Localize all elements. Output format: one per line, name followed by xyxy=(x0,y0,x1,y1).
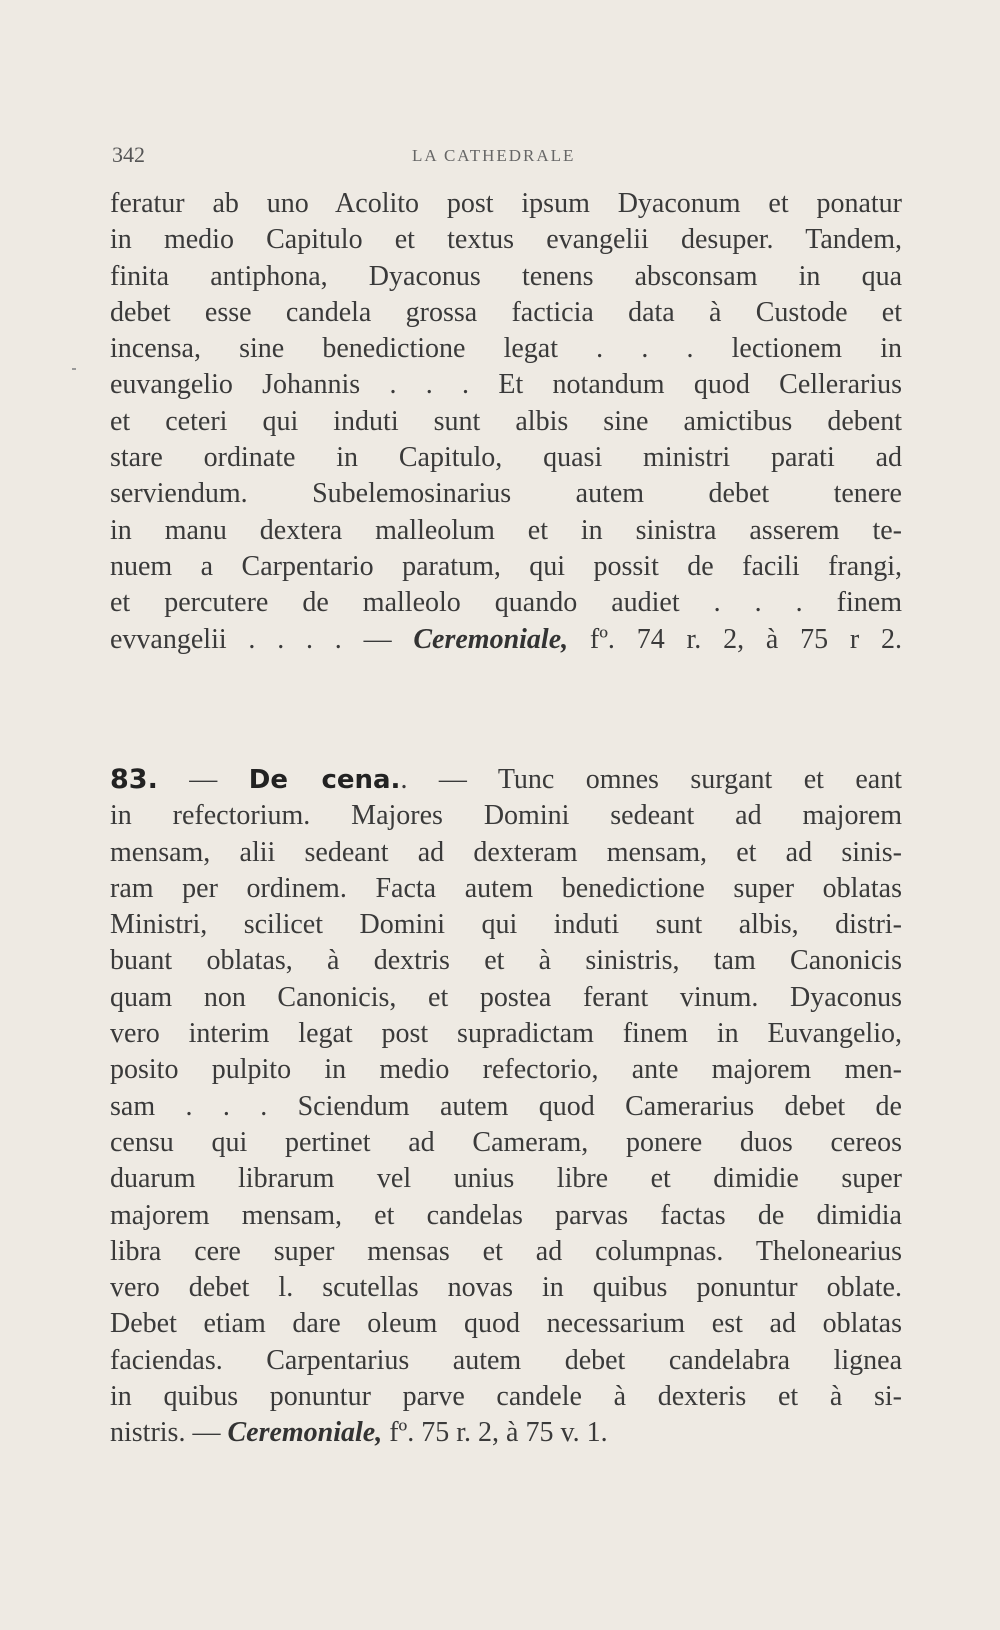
citation-folio: fº. 75 r. 2, à 75 v. 1. xyxy=(382,1417,608,1449)
citation-line xyxy=(110,1415,902,1451)
text-line: sam . . . Sciendum autem quod Camerarius debet de xyxy=(110,1090,902,1122)
running-head xyxy=(112,142,900,172)
text-line: buant oblatas, à dextris et à sinistris, tam Canonicis xyxy=(110,945,902,977)
text-line: stare ordinate in Capitulo, quasi ministri parati ad xyxy=(110,442,902,474)
text-line: serviendum. Subelemosinarius autem debet tenere xyxy=(110,478,902,510)
text-line: vero debet l. scutellas novas in quibus ponuntur oblate. xyxy=(110,1272,902,1304)
section-dash: — xyxy=(157,764,249,795)
section-first-line: . — Tunc omnes surgant et eant xyxy=(400,764,903,795)
text-line: incensa, sine benedictione legat . . . lectionem in xyxy=(110,333,902,365)
text-line: nuem a Carpentario paratum, qui possit de facili frangi, xyxy=(110,550,902,582)
text-line: posito pulpito in medio refectorio, ante majorem men- xyxy=(110,1054,902,1086)
text-line: vero interim legat post supradictam finem in Euvangelio, xyxy=(110,1018,902,1050)
text-line: et ceteri qui induti sunt albis sine amictibus debent xyxy=(110,405,902,437)
text-line: duarum librarum vel unius libre et dimidie super xyxy=(110,1163,902,1195)
text-line: in manu dextera malleolum et in sinistra asserem te- xyxy=(110,514,902,546)
text-line: in medio Capitulo et textus evangelii desuper. Tandem, xyxy=(110,224,902,256)
citation-source: Ceremoniale, xyxy=(413,623,569,655)
text-line: Ministri, scilicet Domini qui induti sunt albis, distri- xyxy=(110,909,902,941)
citation-source: Ceremoniale, xyxy=(227,1417,383,1449)
section-heading-line xyxy=(110,762,902,798)
section-number: 83. xyxy=(110,764,158,795)
text-line: in refectorium. Majores Domini sedeant ad majorem xyxy=(110,800,902,832)
text-line: censu qui pertinet ad Cameram, ponere duos cereos xyxy=(110,1126,902,1158)
page-number: 342 xyxy=(112,142,145,167)
citation-lead: nistris. — xyxy=(110,1417,228,1449)
text-line: ram per ordinem. Facta autem benedictione super oblatas xyxy=(110,872,902,904)
text-line: quam non Canonicis, et postea ferant vinum. Dyaconus xyxy=(110,981,902,1013)
text-line: libra cere super mensas et ad columpnas. Thelonearius xyxy=(110,1235,902,1267)
text-line: euvangelio Johannis . . . Et notandum quod Cellerarius xyxy=(110,369,902,401)
text-line: et percutere de malleolo quando audiet . . . finem xyxy=(110,587,902,619)
text-line: finita antiphona, Dyaconus tenens absconsam in qua xyxy=(110,260,902,292)
section-title: De cena. xyxy=(248,765,401,795)
text-line: majorem mensam, et candelas parvas factas de dimidia xyxy=(110,1199,902,1231)
pencil-mark xyxy=(72,368,76,370)
text-line: feratur ab uno Acolito post ipsum Dyaconum et ponatur xyxy=(110,188,902,219)
text-line: Debet etiam dare oleum quod necessarium est ad oblatas xyxy=(110,1308,902,1340)
paragraph-continuation xyxy=(110,186,902,658)
text-line: faciendas. Carpentarius autem debet candelabra lignea xyxy=(110,1344,902,1376)
citation-folio: fº. 74 r. 2, à 75 r 2. xyxy=(568,623,902,655)
citation-lead: evvangelii . . . . — xyxy=(110,623,414,655)
running-title: LA CATHEDRALE xyxy=(412,146,576,165)
text-line: mensam, alii sedeant ad dexteram mensam, et ad sinis- xyxy=(110,836,902,868)
citation-line xyxy=(110,622,902,658)
text-line: in quibus ponuntur parve candele à dexteris et à si- xyxy=(110,1381,902,1413)
text-line: debet esse candela grossa facticia data à Custode et xyxy=(110,296,902,328)
section-83 xyxy=(110,762,902,1452)
